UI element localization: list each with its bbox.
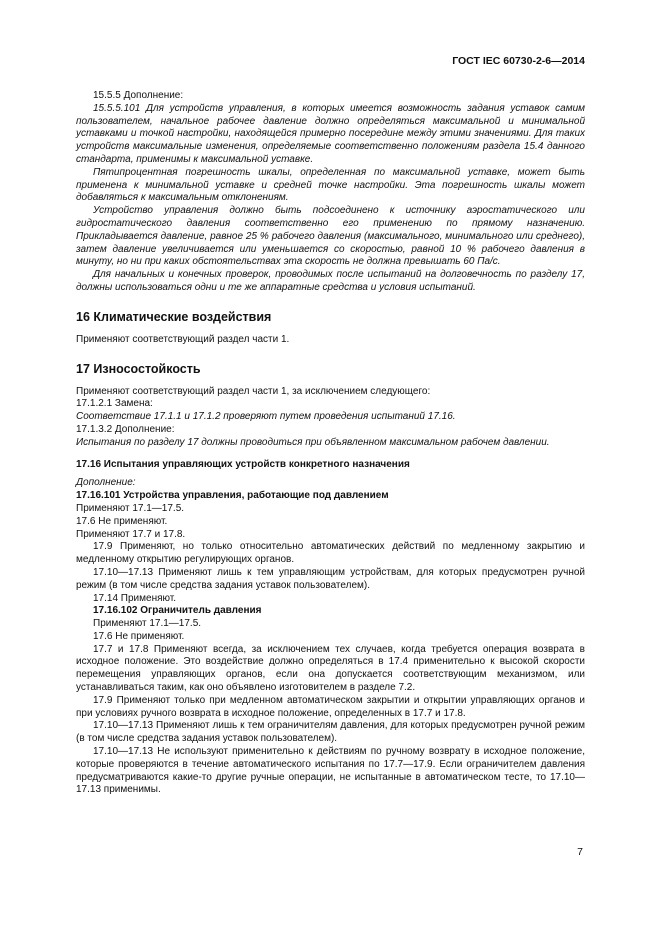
clause-17-1-2-1-text: Соответствие 17.1.1 и 17.1.2 проверяют путем проведения испытаний 17.16. bbox=[76, 411, 456, 423]
paragraph-pressure-source: Устройство управления должно быть подсоединено к источнику аэростатического или гидростатического давления соответственно его применению по прямому назначению. Прикладывается давление, равное 25 % рабочего давления (максимального, минимального или среднего), затем давление увеличивается или уменьшается со скоростью, равной 10 % рабочего давления в минуту, но ни при каких обстоятельствах эта скорость не должна превышать 60 Па/с. bbox=[76, 205, 585, 268]
clause-102-line-2: 17.6 Не применяют. bbox=[93, 630, 185, 642]
document-header: ГОСТ IEC 60730-2-6—2014 bbox=[452, 55, 585, 67]
clause-101-line-4: 17.9 Применяют, но только относительно автоматических действий по медленному закрытию и медленному открытию регулирующих органов. bbox=[76, 541, 585, 566]
supplement-label: Дополнение: bbox=[76, 477, 136, 489]
section-17-heading: 17 Износостойкость bbox=[76, 361, 201, 376]
clause-102-line-1: Применяют 17.1—17.5. bbox=[93, 618, 202, 630]
section-16-text: Применяют соответствующий раздел части 1. bbox=[76, 333, 290, 345]
clause-17-16-102-heading: 17.16.102 Ограничитель давления bbox=[93, 605, 262, 617]
document-body bbox=[76, 90, 585, 797]
section-16-heading: 16 Климатические воздействия bbox=[76, 309, 272, 324]
paragraph-initial-final-checks: Для начальных и конечных проверок, проводимых после испытаний на долговечность по разделу 17, должны использоваться одни и те же аппаратные средства и условия испытаний. bbox=[76, 269, 585, 293]
clause-102-line-6: 17.10—17.13 Не используют применительно к действиям по ручному возврату в исходное положение, которые проверяются в течение автоматического испытания по 17.7—17.9. Если ограничителем давления предусматриваются какие-то другие ручные операции, не испытанные в автоматическом тесте, то 17.10—17.13 применимы. bbox=[76, 746, 585, 796]
clause-17-1-2-1: 17.1.2.1 Замена: bbox=[76, 398, 153, 410]
page-number: 7 bbox=[577, 846, 583, 858]
section-17-intro: Применяют соответствующий раздел части 1, за исключением следующего: bbox=[76, 385, 431, 397]
clause-15-5-5-101: 15.5.5.101 Для устройств управления, в которых имеется возможность задания уставок самим пользователем, начальное рабочее давление должно определяться максимальной и минимальной уставками и точкой настройки, находящейся примерно посередине между этими значениями. Для таких устройств максимальные изменения, определяемые соответственно положениям раздела 15.4 данного стандарта, применимы к максимальной уставке. bbox=[76, 102, 585, 165]
clause-101-line-5: 17.10—17.13 Применяют лишь к тем управляющим устройствам, для которых предусмотрен ручной режим (в том числе средства задания уставок пользователем). bbox=[76, 566, 585, 591]
clause-17-1-3-2: 17.1.3.2 Дополнение: bbox=[76, 423, 175, 435]
paragraph-scale-error: Пятипроцентная погрешность шкалы, определенная по максимальной уставке, может быть применена к минимальной уставке и средней точке настройки. Эта погрешность шкалы может добавляться к максимальным отклонениям. bbox=[76, 166, 585, 204]
clause-101-line-1: Применяют 17.1—17.5. bbox=[76, 502, 185, 514]
clause-17-1-3-2-text: Испытания по разделу 17 должны проводиться при объявленном максимальном рабочем давлении. bbox=[76, 436, 550, 448]
clause-102-line-3: 17.7 и 17.8 Применяют всегда, за исключением тех случаев, когда требуется операция возврата в исходное положение. Это воздействие должно определяться в 17.4 применительно к высокой скорости перемещения управляющих органов, если она допускается соответствующим механизмом, или устанавливаться таким, как оно объявлено изготовителем в разделе 7.2. bbox=[76, 643, 585, 694]
clause-102-line-4: 17.9 Применяют только при медленном автоматическом закрытии и открытии управляющих органов и при условиях ручного возврата в исходное положение, определенных в 17.7 и 17.8. bbox=[76, 694, 585, 719]
section-17-16-heading: 17.16 Испытания управляющих устройств конкретного назначения bbox=[76, 458, 410, 470]
clause-17-16-101-heading: 17.16.101 Устройства управления, работающие под давлением bbox=[76, 490, 389, 502]
clause-101-line-3: Применяют 17.7 и 17.8. bbox=[76, 528, 186, 540]
clause-101-line-6: 17.14 Применяют. bbox=[93, 592, 177, 604]
clause-15-5-5: 15.5.5 Дополнение: bbox=[93, 90, 184, 101]
clause-101-line-2: 17.6 Не применяют. bbox=[76, 515, 168, 527]
clause-102-line-5: 17.10—17.13 Применяют лишь к тем ограничителям давления, для которых предусмотрен ручной режим (в том числе средства задания уставок пользователем). bbox=[76, 720, 585, 745]
